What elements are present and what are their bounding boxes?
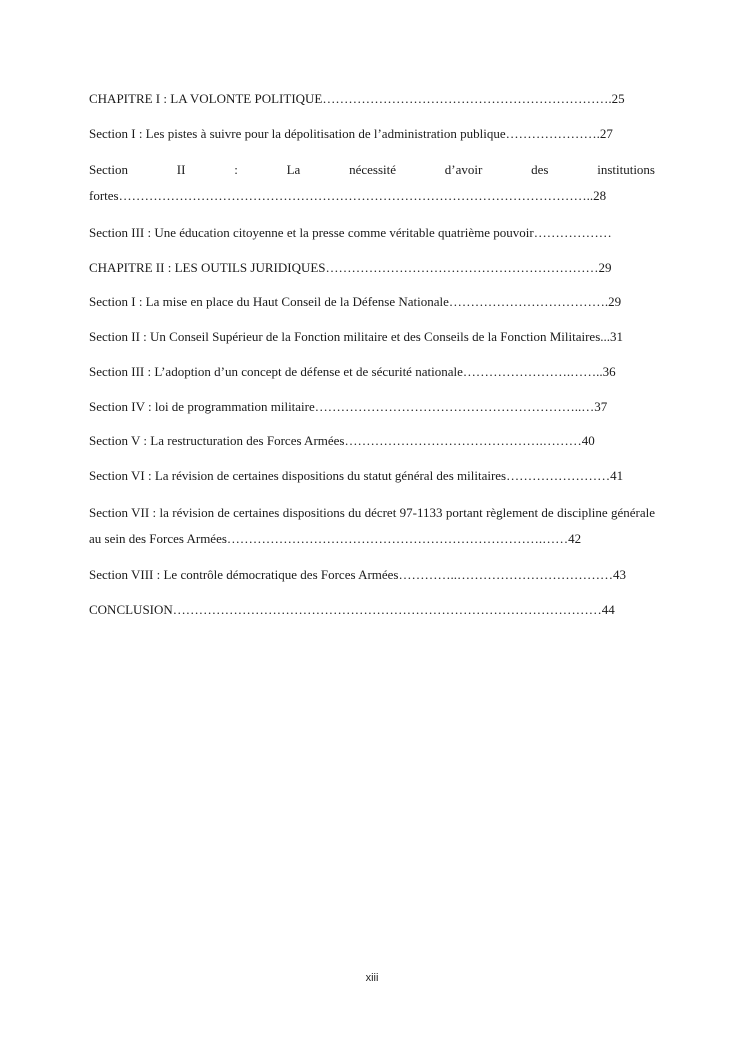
toc-entry-conclusion: CONCLUSION………………………………………………………………………………………44 (89, 601, 615, 617)
toc-entry-chapitre-1: CHAPITRE I : LA VOLONTE POLITIQUE………………………………………………………….25 (89, 91, 625, 106)
toc-entry-section-2b: Section II : Un Conseil Supérieur de la Fonction militaire et des Conseils de la Fonction Militaires...31 (89, 329, 623, 345)
toc-entry-section-7: Section VII : la révision de certaines dispositions du décret 97-1133 portant règlement de discipline générale au sein des Forces Armées……………………………………………………………….……42 (89, 504, 655, 546)
toc-entry-section-3: Section III : Une éducation citoyenne et la presse comme véritable quatrième pouvoir……………… (89, 225, 612, 241)
toc-entry-section-5: Section V : La restructuration des Forces Armées……………………………………….………40 (89, 433, 595, 449)
toc-entry-section-2: Section II : La nécessité d’avoir des institutions fortes………………………………………………………………………………………………..28 (89, 162, 655, 204)
toc-entry-section-3b: Section III : L’adoption d’un concept de défense et de sécurité nationale…………………….……..36 (89, 363, 616, 379)
page-number: xiii (365, 972, 379, 984)
toc-entry-section-4: Section IV : loi de programmation militaire……………………………………………………..…37 (89, 398, 608, 414)
table-of-contents (89, 88, 655, 634)
toc-entry-section-8: Section VIII : Le contrôle démocratique des Forces Armées…………..………………………………43 (89, 567, 626, 583)
toc-entry-section-1b: Section I : La mise en place du Haut Conseil de la Défense Nationale……………………………….29 (89, 294, 622, 310)
toc-entry-section-6: Section VI : La révision de certaines dispositions du statut général des militaires……………………41 (89, 467, 624, 483)
toc-entry-section-1: Section I : Les pistes à suivre pour la dépolitisation de l’administration publique………………….27 (89, 125, 613, 141)
toc-entry-chapitre-2: CHAPITRE II : LES OUTILS JURIDIQUES………………………………………………………29 (89, 259, 612, 275)
